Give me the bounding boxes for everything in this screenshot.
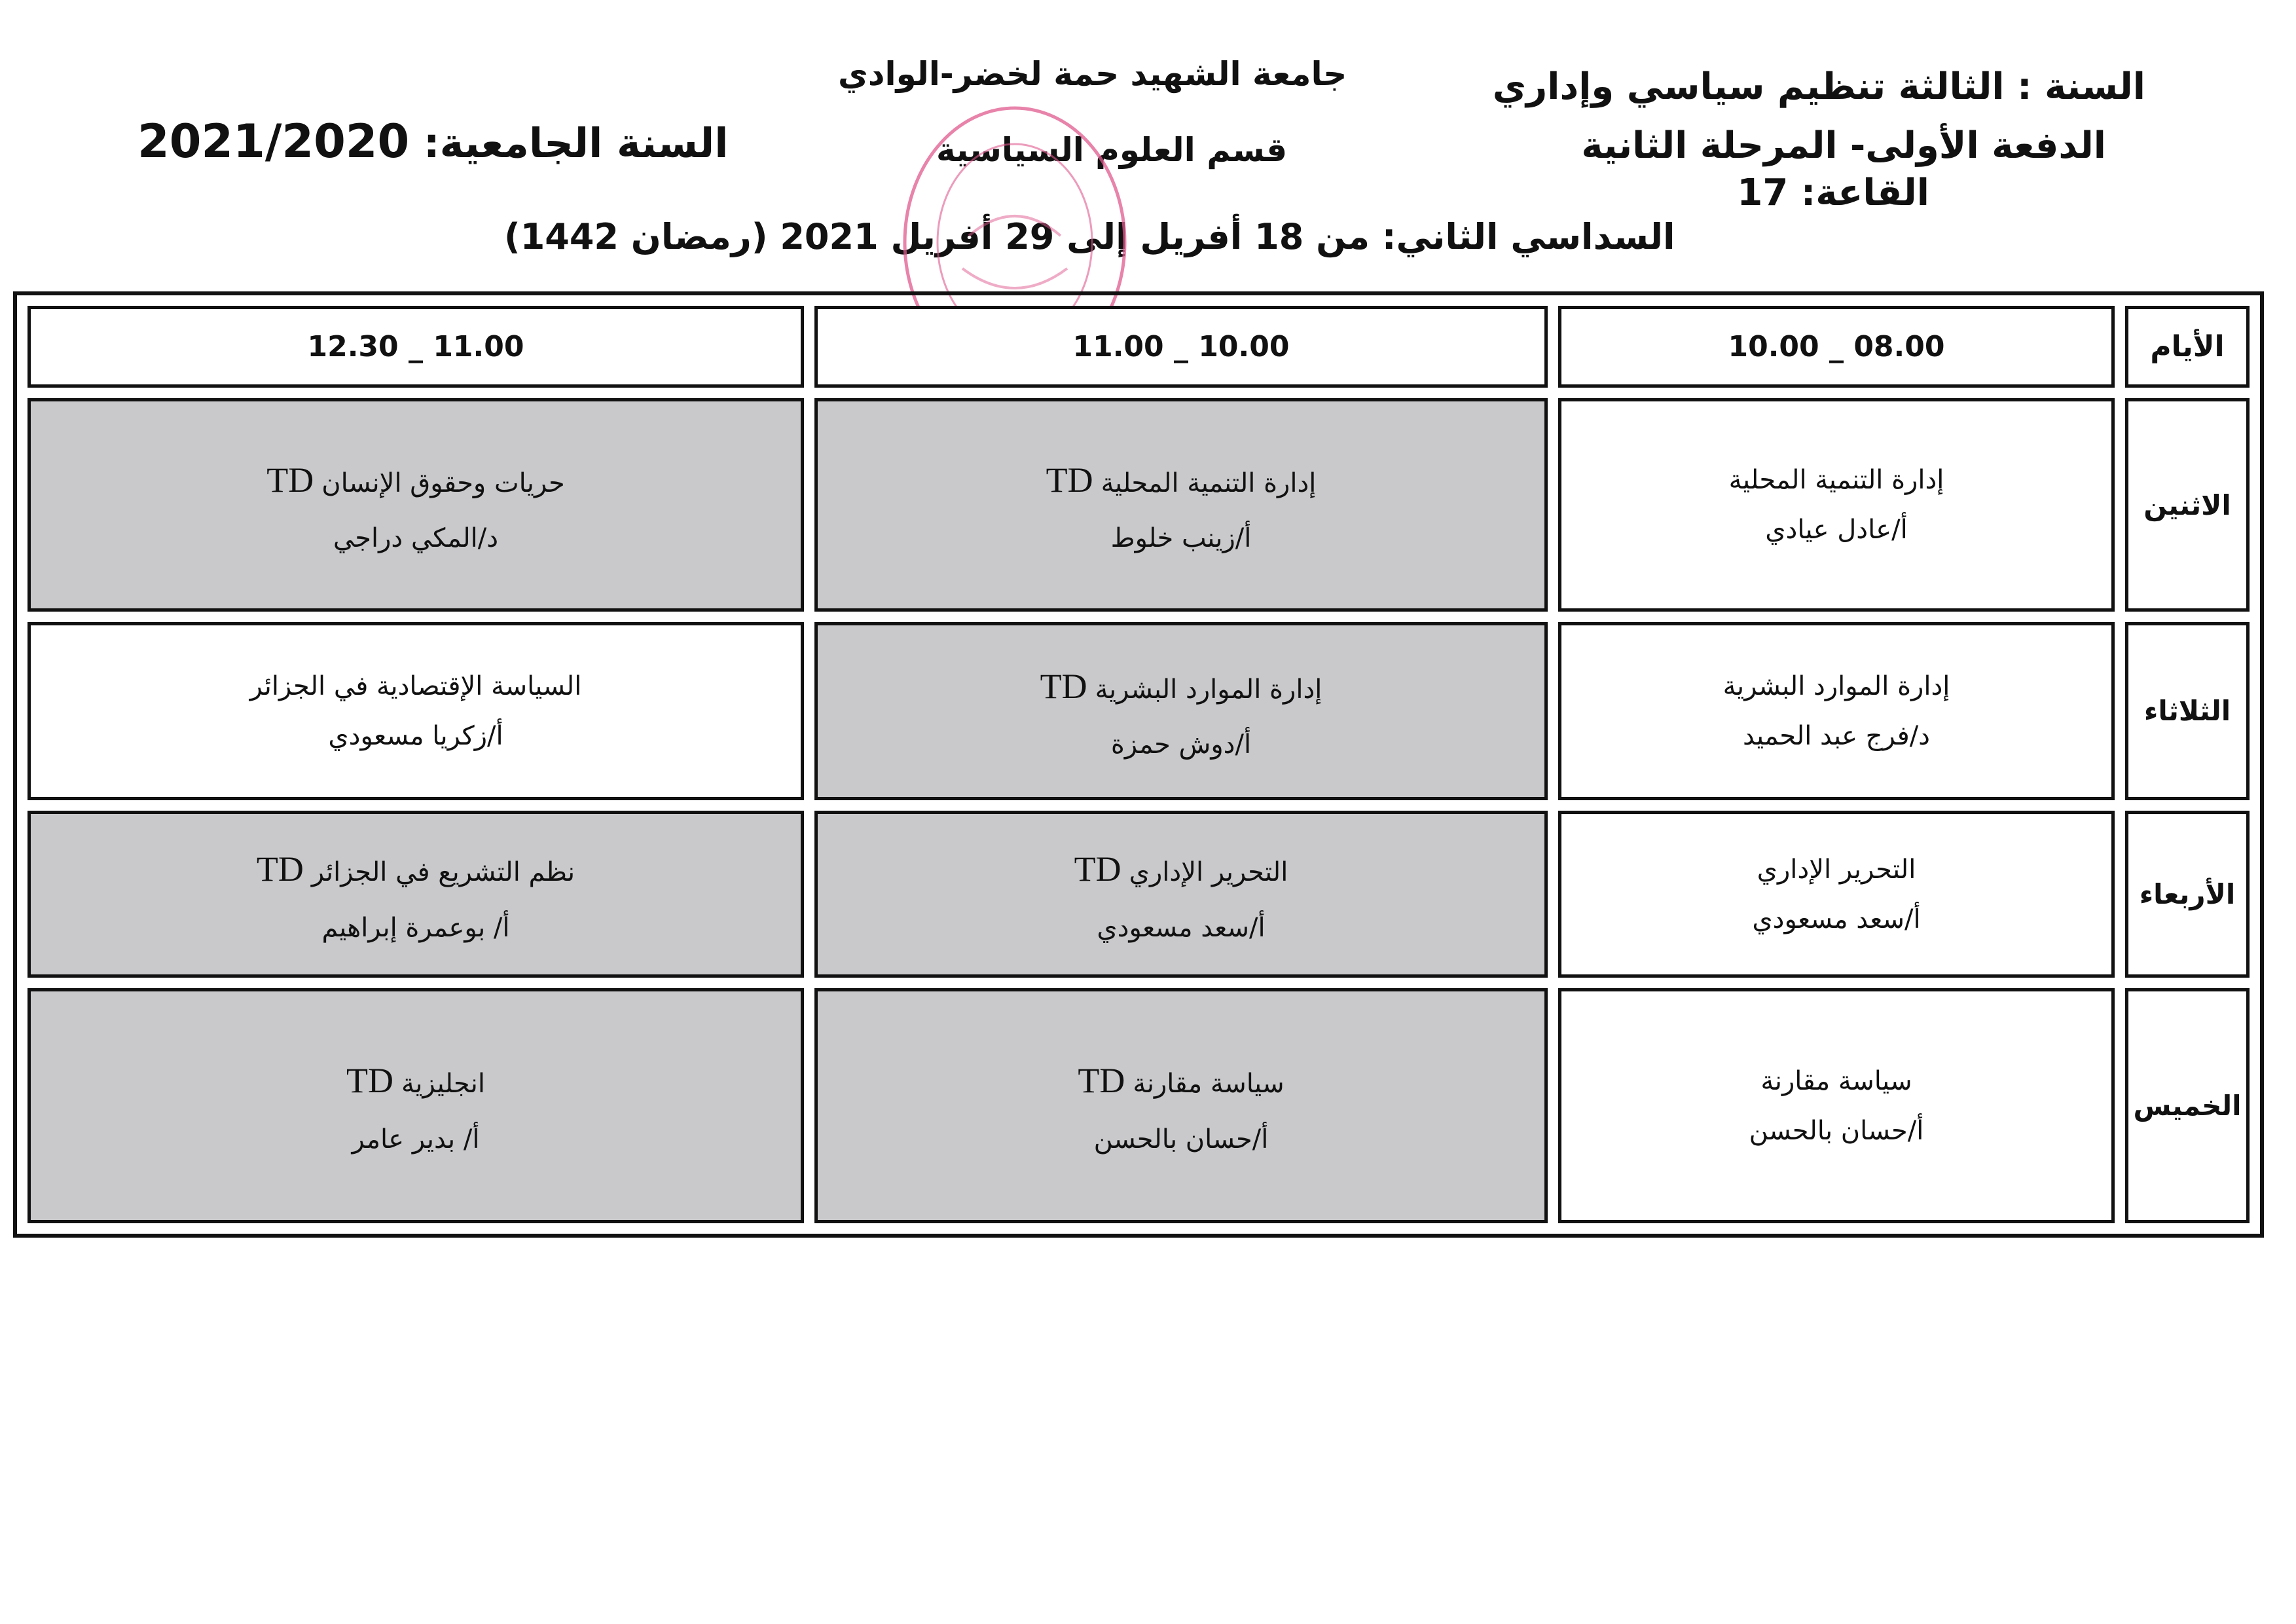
session-cell — [27, 398, 804, 612]
course-name: إدارة الموارد البشرية — [1095, 674, 1322, 705]
course-line — [1561, 661, 2111, 711]
slot-header-2: 10.00 _ 11.00 — [814, 306, 1548, 388]
teacher-name: د/المكي دراجي — [333, 523, 499, 554]
day-cell: الثلاثاء — [2125, 622, 2250, 800]
course-line — [31, 1047, 801, 1115]
td-label: TD — [266, 460, 314, 500]
session-cell — [27, 811, 804, 978]
semester-line: السداسي الثاني: من 18 أفريل إلى 29 أفريل 2021 (رمضان 1442) — [504, 216, 1675, 257]
teacher-name: أ/ بدير عامر — [352, 1124, 480, 1154]
td-label: TD — [1040, 666, 1087, 706]
table-row — [27, 398, 2250, 612]
course-name: نظم التشريع في الجزائر — [311, 857, 575, 888]
day-cell: الاثنين — [2125, 398, 2250, 612]
academic-year-label: السنة الجامعية: — [423, 119, 729, 167]
course-line — [818, 1047, 1544, 1115]
session-cell — [1558, 622, 2115, 800]
hall-line: القاعة: 17 — [1737, 172, 1929, 214]
td-label: TD — [256, 849, 304, 889]
slot-header-1: 08.00 _ 10.00 — [1558, 306, 2115, 388]
table-row — [27, 811, 2250, 978]
schedule-table — [13, 291, 2264, 1238]
course-name: إدارة الموارد البشرية — [1722, 671, 1950, 701]
session-cell — [27, 988, 804, 1223]
teacher-name: د/فرج عبد الحميد — [1743, 720, 1930, 751]
course-name: سياسة مقارنة — [1760, 1065, 1912, 1096]
course-line — [818, 447, 1544, 514]
academic-year-value: 2021/2020 — [137, 115, 410, 168]
course-name: السياسة الإقتصادية في الجزائر — [249, 671, 582, 701]
table-row — [27, 622, 2250, 800]
course-line — [31, 836, 801, 903]
session-cell — [814, 398, 1548, 612]
days-header: الأيام — [2125, 306, 2250, 388]
course-name: إدارة التنمية المحلية — [1728, 465, 1944, 496]
teacher-name: أ/ بوعمرة إبراهيم — [321, 912, 510, 943]
teacher-name: أ/حسان بالحسن — [1749, 1115, 1924, 1146]
day-cell: الأربعاء — [2125, 811, 2250, 978]
session-cell — [1558, 988, 2115, 1223]
course-line — [1561, 1056, 2111, 1106]
academic-year — [137, 115, 729, 168]
course-name: إدارة التنمية المحلية — [1101, 468, 1317, 498]
session-cell — [1558, 811, 2115, 978]
session-cell — [1558, 398, 2115, 612]
course-name: سياسة مقارنة — [1133, 1069, 1285, 1099]
teacher-name: أ/زكريا مسعودي — [328, 720, 503, 751]
day-cell: الخميس — [2125, 988, 2250, 1223]
td-label: TD — [1074, 849, 1121, 889]
table-header-row — [27, 306, 2250, 388]
teacher-name: أ/حسان بالحسن — [1093, 1124, 1269, 1154]
session-cell — [814, 988, 1548, 1223]
study-year-line: السنة : الثالثة تنظيم سياسي وإداري — [1492, 65, 2145, 108]
university-name: جامعة الشهيد حمة لخضر-الوادي — [838, 55, 1347, 93]
course-name: حريات وحقوق الإنسان — [321, 468, 565, 498]
teacher-name: أ/سعد مسعودي — [1752, 904, 1921, 934]
course-name: التحرير الإداري — [1757, 854, 1916, 885]
table-row — [27, 988, 2250, 1223]
course-line — [31, 661, 801, 711]
course-line — [31, 447, 801, 514]
department-name: قسم العلوم السياسية — [936, 131, 1288, 169]
td-label: TD — [1078, 1061, 1125, 1101]
course-line — [1561, 455, 2111, 505]
course-name: التحرير الإداري — [1129, 857, 1288, 888]
teacher-name: أ/عادل عيادي — [1765, 515, 1908, 545]
teacher-name: أ/دوش حمزة — [1110, 729, 1252, 760]
session-cell — [814, 811, 1548, 978]
course-line — [818, 653, 1544, 720]
teacher-name: أ/سعد مسعودي — [1097, 912, 1266, 943]
course-line — [818, 836, 1544, 903]
td-label: TD — [1046, 460, 1093, 500]
teacher-name: أ/زينب خلوط — [1110, 523, 1252, 554]
slot-header-3: 11.00 _ 12.30 — [27, 306, 804, 388]
session-cell — [814, 622, 1548, 800]
batch-line: الدفعة الأولى- المرحلة الثانية — [1581, 124, 2106, 167]
course-line — [1561, 845, 2111, 895]
td-label: TD — [346, 1061, 393, 1101]
session-cell — [27, 622, 804, 800]
course-name: انجليزية — [401, 1069, 485, 1099]
